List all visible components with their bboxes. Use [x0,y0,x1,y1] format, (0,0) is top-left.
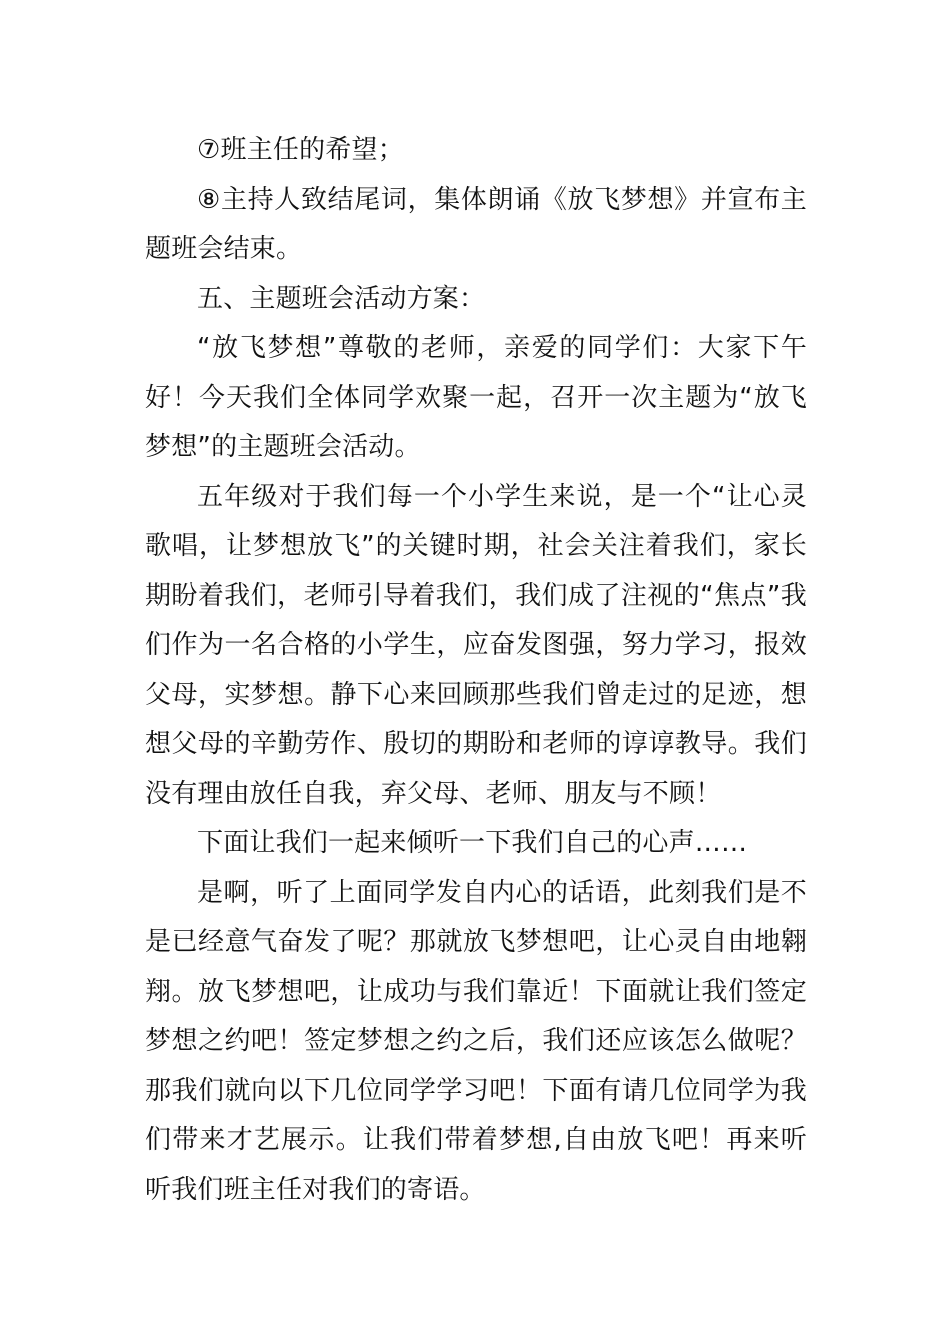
paragraph-item-7: ⑦班主任的希望； [197,135,404,165]
paragraph-grade-five: 五年级对于我们每一个小学生来说，是一个“让心灵歌唱，让梦想放飞”的关键时期，社会关注着我们，家长期盼着我们，老师引导着我们，我们成了注视的“焦点”我们作为一名合格的小学生，应奋发图强，努力学习，报效父母，实梦想。静下心来回顾那些我们曾走过的足迹，想想父母的辛勤劳作、殷切的期盼和老师的谆谆教导。我们没有理由放任自我，弃父母、老师、朋友与不顾！ [145,481,807,809]
paragraph-opening: “放飞梦想”尊敬的老师，亲爱的同学们：大家下午好！今天我们全体同学欢聚一起，召开一次主题为“放飞梦想”的主题班会活动。 [145,333,807,462]
paragraph-dream: 是啊，听了上面同学发自内心的话语，此刻我们是不是已经意气奋发了呢？那就放飞梦想吧，让心灵自由地翱翔。放飞梦想吧，让成功与我们靠近！下面就让我们签定梦想之约吧！签定梦想之约之后，我们还应该怎么做呢？那我们就向以下几位同学学习吧！下面有请几位同学为我们带来才艺展示。让我们带着梦想,自由放飞吧！再来听听我们班主任对我们的寄语。 [145,877,807,1205]
paragraph-listen: 下面让我们一起来倾听一下我们自己的心声…… [197,828,748,858]
paragraph-item-8: ⑧主持人致结尾词，集体朗诵《放飞梦想》并宣布主题班会结束。 [145,184,807,264]
document-body [145,126,807,1215]
section-heading: 五、主题班会活动方案： [197,283,486,314]
